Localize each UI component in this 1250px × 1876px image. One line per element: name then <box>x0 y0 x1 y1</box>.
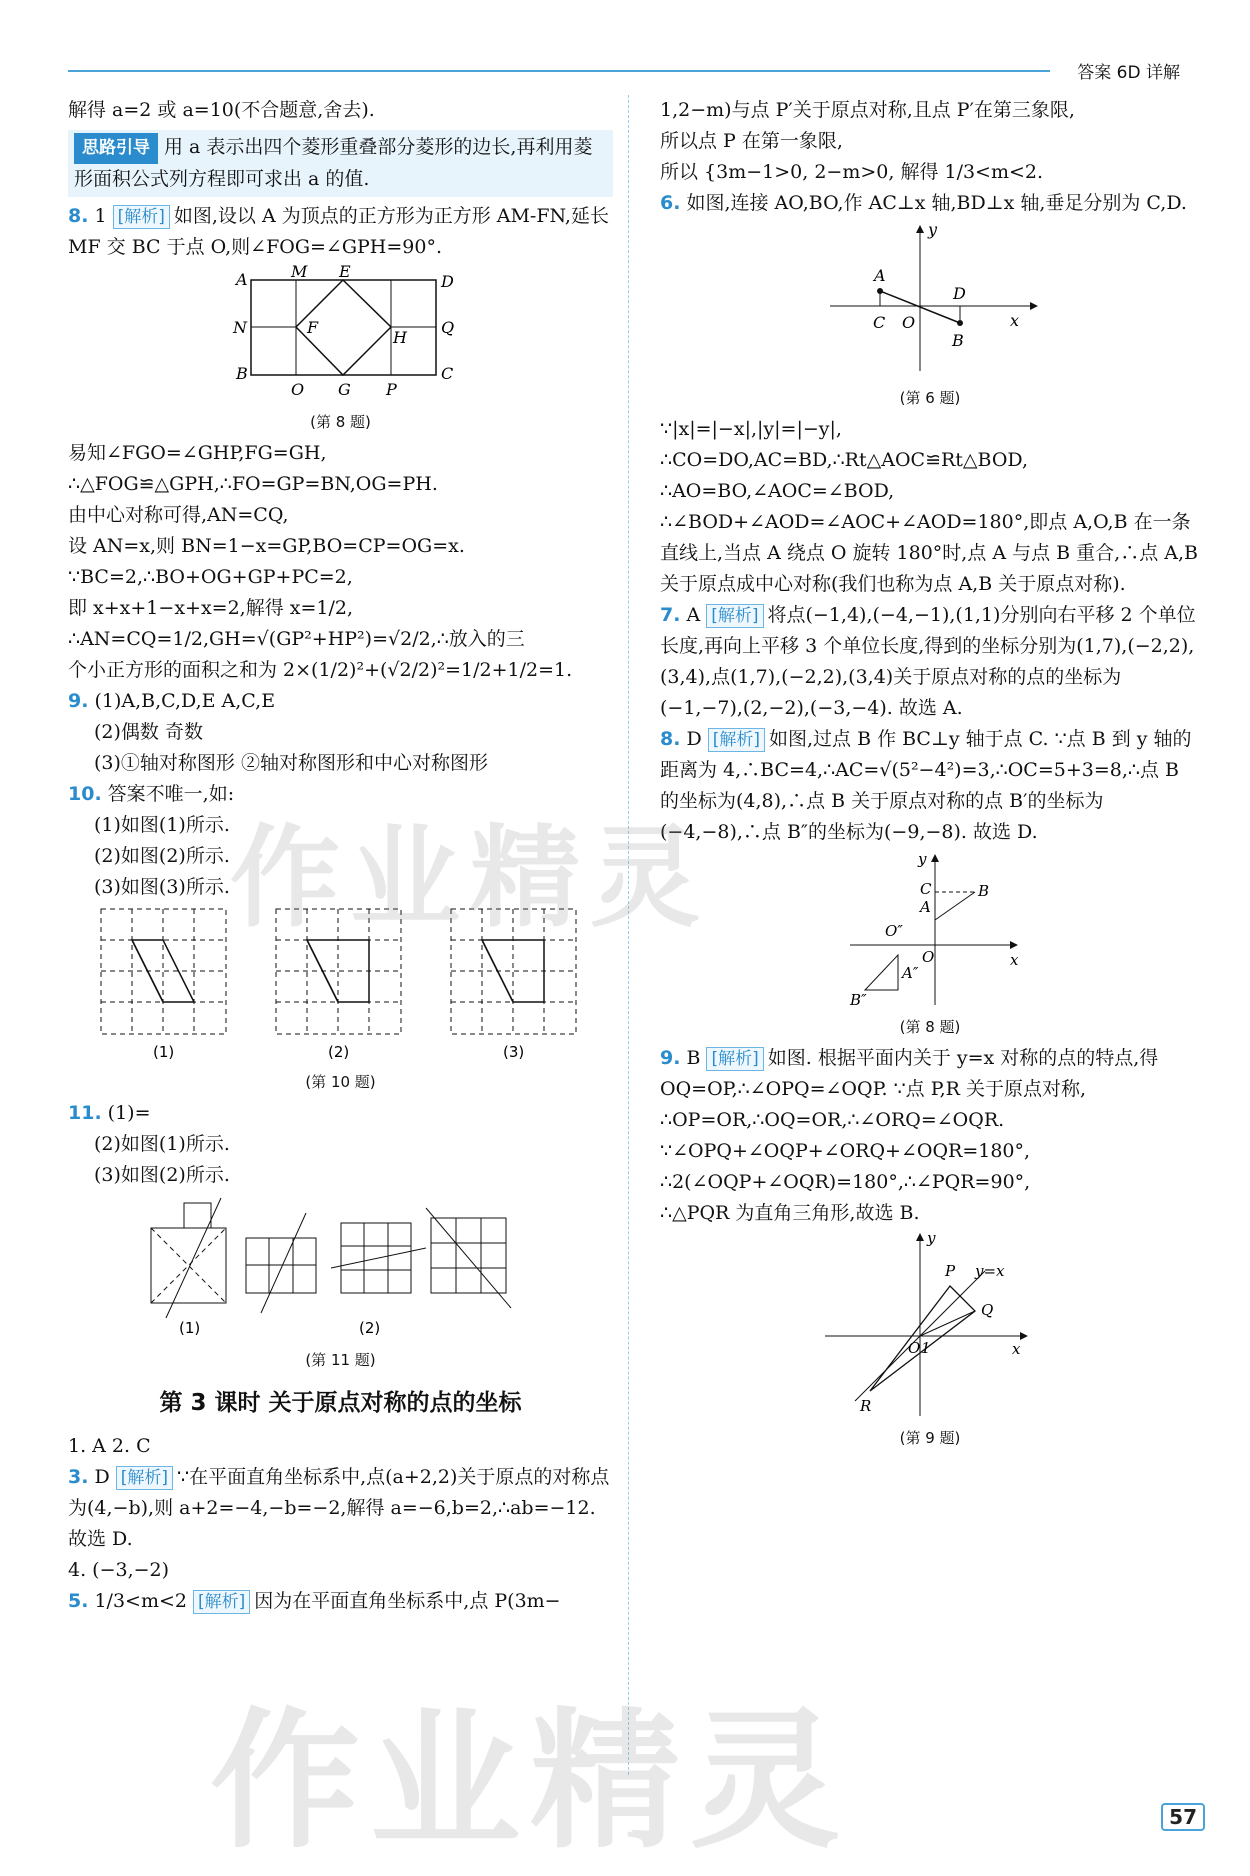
fig10-panel-1 <box>101 909 226 1034</box>
fig10-label: (1) <box>152 1043 174 1061</box>
fig9-diagram <box>805 1231 1055 1421</box>
q9r-line: ∴△PQR 为直角三角形,故选 B. <box>660 1202 920 1224</box>
fig8-caption: (第 8 题) <box>310 413 371 431</box>
r-line: 所以 {3m−1>0, 2−m>0, 解得 1/3<m<2. <box>660 161 1044 183</box>
fig8r-triangle <box>865 955 898 990</box>
q9r-line: ∵∠OPQ+∠OQP+∠ORQ+∠OQR=180°, <box>660 1140 1031 1162</box>
fig8-label: O <box>290 380 304 399</box>
fig6-y-arrow <box>916 225 924 233</box>
s5-answer: 1/3<m<2 <box>94 1590 187 1612</box>
watermark-lower: 作业精灵 <box>210 1695 851 1869</box>
tip-tag: 思路引导 <box>74 133 158 164</box>
q6-line: ∴AO=BO,∠AOC=∠BOD, <box>660 480 895 502</box>
q11-number: 11. <box>68 1102 102 1124</box>
q8-line: 易知∠FGO=∠GHP,FG=GH, <box>68 442 327 464</box>
q10-number: 10. <box>68 783 102 805</box>
fig8r-caption: (第 8 题) <box>899 1018 961 1036</box>
q8r-answer: D <box>686 728 702 750</box>
q9r-number: 9. <box>660 1047 681 1069</box>
fig8-label: C <box>440 364 453 383</box>
r-line: 1,2−m)与点 P′关于原点对称,且点 P′在第三象限, <box>660 99 1075 121</box>
fig6-point-b <box>957 320 963 326</box>
q8r-number: 8. <box>660 728 681 750</box>
fig11-small-square <box>184 1203 211 1228</box>
fig8-label: P <box>385 380 397 399</box>
s3-number: 3. <box>68 1466 89 1488</box>
q6-line: ∵|x|=|−x|,|y|=|−y|, <box>660 418 842 440</box>
tip-text: 用 a 表示出四个菱形重叠部分菱形的边长,再利用菱形面积公式列方程即可求出 a 的值. <box>74 136 593 190</box>
fig8-label: F <box>306 318 318 337</box>
fig6-x-arrow <box>1030 302 1038 310</box>
fig9-caption: (第 9 题) <box>899 1429 961 1447</box>
fig8r-label: C <box>920 880 932 898</box>
fig8-label: N <box>232 318 247 337</box>
fig9-label: 1 <box>921 1339 931 1357</box>
line-solve-a: 解得 a=2 或 a=10(不合题意,舍去). <box>68 99 375 121</box>
r-line: 所以点 P 在第一象限, <box>660 130 843 152</box>
header-rule <box>68 70 1050 72</box>
q8-line: ∴△FOG≌△GPH,∴FO=GP=BN,OG=PH. <box>68 473 438 495</box>
q6 <box>660 188 1200 219</box>
fig9-x-arrow <box>1020 1332 1028 1340</box>
q8-answer: 1 <box>94 205 107 227</box>
fig6-caption: (第 6 题) <box>899 389 961 407</box>
fig8-label: A <box>235 270 248 289</box>
fig8r-label: B″ <box>850 991 867 1009</box>
fig8r-diagram <box>810 850 1050 1010</box>
watermark-upper: 作业精灵 <box>230 814 710 942</box>
fig11-rect <box>431 1218 506 1293</box>
fig8r-ab <box>935 892 975 920</box>
fig8-label: H <box>392 328 407 347</box>
q8-text: 如图,设以 A 为顶点的正方形为正方形 AM-FN,延长 MF 交 BC 于点 O,则∠FOG=∠GPH=90°. <box>68 205 609 258</box>
fig8-label: B <box>235 364 248 383</box>
fig9-label: x <box>1012 1340 1021 1358</box>
fig11-caption: (第 11 题) <box>305 1351 376 1369</box>
fig10-label: (2) <box>327 1043 349 1061</box>
q8-head <box>68 201 613 263</box>
fig9-label: y <box>927 1231 936 1247</box>
q9-number: 9. <box>68 690 89 712</box>
q9r-line: ∴2(∠OQP+∠OQR)=180°,∴∠PQR=90°, <box>660 1171 1031 1193</box>
fig11-rect <box>341 1223 411 1293</box>
fig8-label: Q <box>440 318 454 337</box>
q9r <box>660 1043 1200 1105</box>
q7-analysis-tag: [解析] <box>706 604 763 628</box>
q9r-text: 如图. 根据平面内关于 y=x 对称的点的特点,得 OQ=OP,∴∠OPQ=∠OQP. ∵点 P,R 关于原点对称, <box>660 1047 1159 1100</box>
q9-answer-2: (2)偶数 奇数 <box>94 721 203 743</box>
q9-answer-3: (3)①轴对称图形 ②轴对称图形和中心对称图形 <box>94 752 488 774</box>
q10-line: (1)如图(1)所示. <box>94 814 230 836</box>
fig8-label: E <box>338 265 351 281</box>
fig8r-label: B <box>978 882 990 900</box>
fig8r-y-arrow <box>931 854 939 862</box>
fig6-diagram <box>810 221 1050 381</box>
s4-answer: 4. (−3,−2) <box>68 1559 170 1581</box>
q11-answer-2: (2)如图(1)所示. <box>94 1133 230 1155</box>
s3 <box>68 1462 613 1555</box>
q10-line: (2)如图(2)所示. <box>94 845 230 867</box>
q8-line: 即 x+x+1−x+x=2,解得 x=1/2, <box>68 597 354 619</box>
fig9-y-arrow <box>916 1233 924 1241</box>
fig11-grid <box>431 1218 506 1293</box>
fig6-label: B <box>952 331 964 350</box>
fig6-label: A <box>874 266 886 285</box>
q6-number: 6. <box>660 192 681 214</box>
fig11-diagrams <box>141 1193 541 1343</box>
q6-line: ∴CO=DO,AC=BD,∴Rt△AOC≌Rt△BOD, <box>660 449 1029 471</box>
q7-answer: A <box>686 604 701 626</box>
page-number: 57 <box>1161 1803 1205 1831</box>
s3-analysis-tag: [解析] <box>116 1466 173 1490</box>
fig11-label: (2) <box>358 1319 380 1337</box>
fig10-gridlines <box>101 909 226 1034</box>
fig11-cut-line <box>331 1248 426 1268</box>
section-title: 第 3 课时 关于原点对称的点的坐标 <box>159 1390 522 1416</box>
q8r <box>660 724 1200 848</box>
fig11-label: (1) <box>178 1319 200 1337</box>
q7-number: 7. <box>660 604 681 626</box>
q8-line: ∴AN=CQ=1/2,GH=√(GP²+HP²)=√2/2,∴放入的三 <box>68 628 525 650</box>
q9r-analysis-tag: [解析] <box>706 1047 763 1071</box>
fig8-label: M <box>290 265 307 281</box>
q6-text: 如图,连接 AO,BO,作 AC⊥x 轴,BD⊥x 轴,垂足分别为 C,D. <box>686 192 1187 214</box>
q7-text: 将点(−1,4),(−4,−1),(1,1)分别向右平移 2 个单位长度,再向上平移 3 个单位长度,得到的坐标分别为(1,7),(−2,2),(3,4),点(1,7),(−2,2),(3,4)关于原点对称的点的坐标为(−1,−7),(2,−2),(−3,−4). 故选 A. <box>660 604 1196 719</box>
fig8-label: G <box>337 380 351 399</box>
s5-text: 因为在平面直角坐标系中,点 P(3m− <box>254 1590 561 1612</box>
fig11-grid <box>341 1223 411 1293</box>
fig11-cut-line <box>261 1213 306 1313</box>
fig9-label: R <box>860 1397 872 1415</box>
fig9-label: Q <box>981 1301 994 1319</box>
q6-line: ∴∠BOD+∠AOD=∠AOC+∠AOD=180°,即点 A,O,B 在一条直线上,当点 A 绕点 O 旋转 180°时,点 A 与点 B 重合,∴点 A,B 关于原点成中心对称(我们也称为点 A,B 关于原点对称). <box>660 511 1198 595</box>
fig6-label: D <box>953 284 966 303</box>
tip-box <box>68 130 613 197</box>
q11-line <box>68 1098 613 1129</box>
q9r-line: ∴OP=OR,∴OQ=OR,∴∠ORQ=∠OQR. <box>660 1109 1005 1131</box>
fig8r-label: O <box>922 948 935 966</box>
q11-answer-3: (3)如图(2)所示. <box>94 1164 230 1186</box>
fig6-label: y <box>928 221 938 239</box>
fig9-label: y=x <box>975 1262 1005 1280</box>
s5-number: 5. <box>68 1590 89 1612</box>
q7 <box>660 600 1200 724</box>
fig6-label: C <box>873 313 886 332</box>
s3-text: ∵在平面直角坐标系中,点(a+2,2)关于原点的对称点为(4,−b),则 a+2=−4,−b=−2,解得 a=−6,b=2,∴ab=−12. 故选 D. <box>68 1466 610 1550</box>
fig8r-label: x <box>1010 951 1019 969</box>
header-title: 答案 6D 详解 <box>1077 63 1180 83</box>
fig10-label: (3) <box>502 1043 524 1061</box>
q9r-answer: B <box>686 1047 701 1069</box>
q11-answer-1: (1)= <box>107 1102 151 1124</box>
fig8r-label: A″ <box>902 964 919 982</box>
fig8r-label: A <box>920 898 931 916</box>
q8r-text: 如图,过点 B 作 BC⊥y 轴于点 C. ∵点 B 到 y 轴的距离为 4,∴BC=4,∴AC=√(5²−4²)=3,∴OC=5+3=8,∴点 B 的坐标为(4,8),∴点 B 关于原点对称的点 B′的坐标为(−4,−8),∴点 B″的坐标为(−9,−8). 故选 D. <box>660 728 1192 843</box>
fig6-label: x <box>1010 311 1020 330</box>
fig9-label: P <box>945 1262 956 1280</box>
q10-intro: 答案不唯一,如: <box>107 783 235 805</box>
q10-line: (3)如图(3)所示. <box>94 876 230 898</box>
fig8r-label: y <box>918 850 927 868</box>
fig9-label: O <box>908 1339 921 1357</box>
fig8r-x-arrow <box>1010 941 1018 949</box>
fig10-caption: (第 10 题) <box>305 1073 376 1091</box>
q8-line: 个小正方形的面积之和为 2×(1/2)²+(√2/2)²=1/2+1/2=1. <box>68 659 573 681</box>
fig11-cut-line <box>166 1198 221 1318</box>
s5 <box>68 1586 613 1617</box>
s5-analysis-tag: [解析] <box>193 1590 250 1614</box>
q8-line: 由中心对称可得,AN=CQ, <box>68 504 289 526</box>
q8-line: ∵BC=2,∴BO+OG+GP+PC=2, <box>68 566 353 588</box>
q8-analysis-tag: [解析] <box>113 205 170 229</box>
q8-line: 设 AN=x,则 BN=1−x=GP,BO=CP=OG=x. <box>68 535 465 557</box>
q9-line <box>68 686 613 717</box>
right-column <box>660 95 1200 1454</box>
s1-answers: 1. A 2. C <box>68 1435 151 1457</box>
s3-answer: D <box>94 1466 110 1488</box>
q8r-analysis-tag: [解析] <box>708 728 765 752</box>
q8-number: 8. <box>68 205 89 227</box>
fig6-point-a <box>877 288 883 294</box>
fig8-diagram <box>211 265 471 405</box>
fig8-label: D <box>440 272 454 291</box>
fig6-label: O <box>902 313 916 332</box>
fig11-grid <box>246 1238 316 1293</box>
fig8r-label: O″ <box>885 922 903 940</box>
q9-answer-1: (1)A,B,C,D,E A,C,E <box>94 690 276 712</box>
